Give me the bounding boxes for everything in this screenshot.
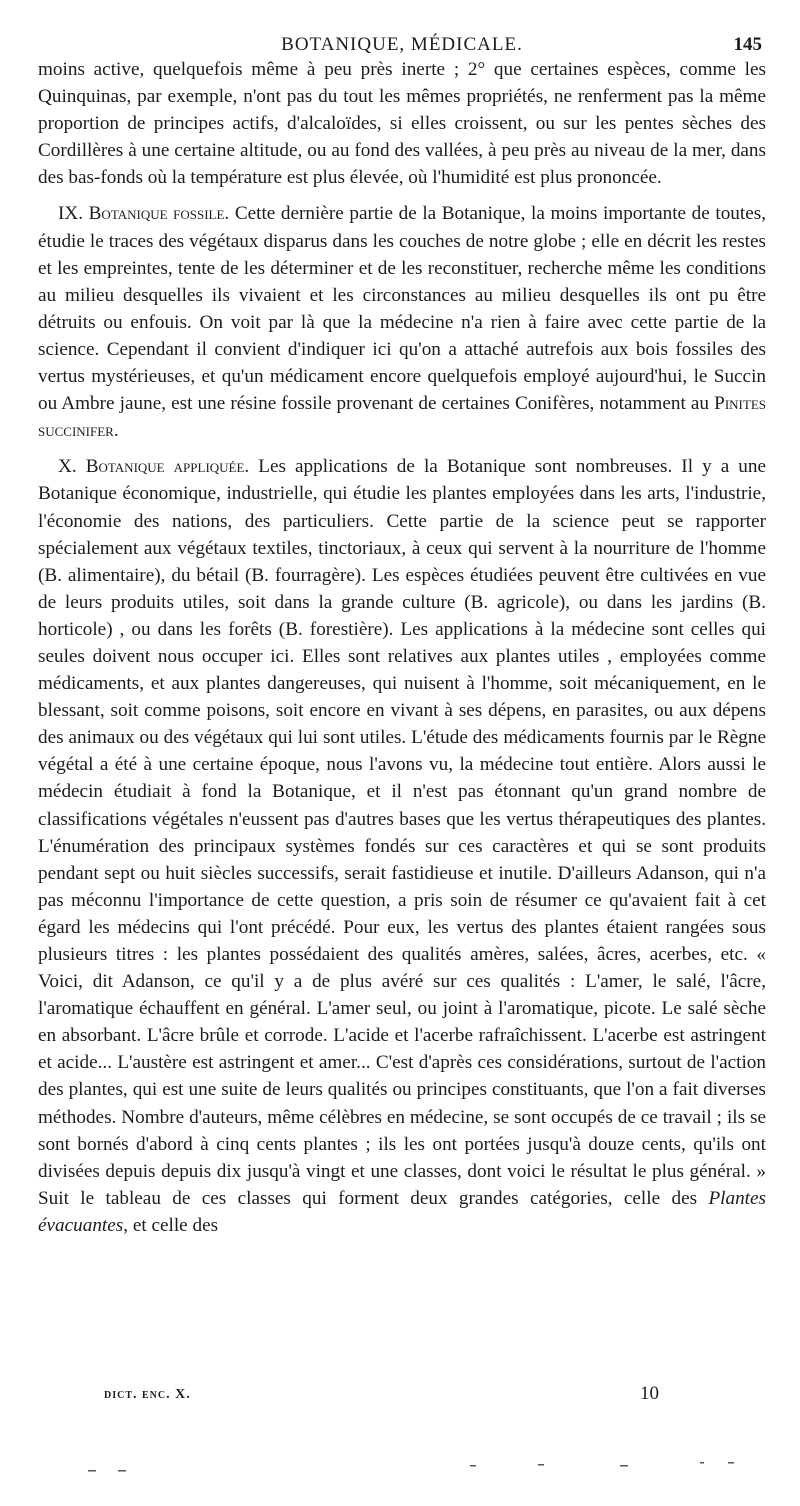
scan-speck	[538, 1464, 544, 1466]
paragraph-text-end: , et celle des	[123, 1214, 219, 1236]
running-head	[38, 30, 766, 56]
scan-speck	[470, 1465, 476, 1467]
section-heading: X. Botanique appliquée.	[58, 456, 250, 478]
scan-speck	[88, 1470, 96, 1472]
paragraph-botanique-appliquee	[38, 453, 766, 1239]
paragraph-continuation	[38, 56, 766, 191]
page-number: 145	[733, 34, 762, 55]
page-footer	[100, 1383, 700, 1413]
paragraph-text: Cette dernière partie de la Botanique, la moins importante de toutes, étudie le traces des végétaux disparus dans les couches de notre globe ; elle en décrit les restes et les empreintes, tente de les déterminer et de les reconstituer, recherche même les conditions au milieu desquelles ils vivaient et les circonstances au milieu desquelles ils ont pu être détruits ou enfouis. On voit par là que la médecine n'a rien à faire avec cette partie de la science. Cependant il convient d'indiquer ici qu'on a attaché autrefois aux bois fossiles des vertus mystérieuses, et qu'un médicament encore quelquefois employé aujourd'hui, le Succin ou Ambre jaune, est une résine fossile provenant de certaines Conifères, notamment au	[38, 203, 766, 415]
species-name: Pinites succinifer	[38, 393, 766, 442]
paragraph-botanique-fossile	[38, 200, 766, 444]
sheet-number: 10	[640, 1383, 659, 1404]
scan-speck	[620, 1465, 628, 1467]
scan-specks	[0, 1460, 800, 1480]
paragraph-text: Les applications de la Botanique sont nombreuses. Il y a une Botanique économique, industrielle, qui étudie les plantes employées dans les arts, l'industrie, l'économie des nations, des particuliers. Cette partie de la science peut se rapporter spécialement aux végétaux textiles, tinctoriaux, à ceux qui servent à la nourriture de l'homme (B. alimentaire), du bétail (B. fourragère). Les espèces étudiées peuvent être cultivées en vue de leurs produits utiles, soit dans la grande culture (B. agricole), ou dans les jardins (B. horticole) , ou dans les forêts (B. forestière). Les applications à la médecine sont celles qui seules doivent nous occuper ici. Elles sont relatives aux plantes utiles , employées comme médicaments, et aux plantes dangereuses, qui nuisent à l'homme, soit mécaniquement, en le blessant, soit comme poisons, soit encore en vivant à ses dépens, en parasites, ou aux dépens des animaux ou des végétaux qui lui sont utiles. L'étude des médicaments fournis par le Règne végétal a été à une certaine époque, nous l'avons vu, la médecine tout entière. Alors aussi le médecin étudiait à fond la Botanique, et il n'est pas étonnant qu'un grand nombre de classifications végétales n'eussent pas d'autres bases que les vertus thérapeutiques des plantes. L'énumération des principaux systèmes fondés sur ces caractères et qui se sont produits pendant sept ou huit siècles successifs, serait fastidieuse et inutile. D'ailleurs Adanson, qui n'a pas méconnu l'importance de cette question, a pris soin de résumer ce qu'avaient fait à cet égard les médecins qui l'ont précédé. Pour eux, les vertus des plantes étaient rangées sous plusieurs titres : les plantes possédaient des qualités amères, salées, âcres, acerbes, etc. « Voici, dit Adanson, ce qu'il y a de plus avéré sur ces qualités : L'amer, le salé, l'âcre, l'aromatique échauffent en général. L'amer seul, ou joint à l'aromatique, picote. Le salé sèche en absorbant. L'âcre brûle et corrode. L'acide et l'acerbe rafraîchissent. L'acerbe est astringent et acide... L'austère est astringent et amer... C'est d'après ces considérations, surtout de l'action des plantes, qui est une suite de leurs qualités ou principes constituants, que l'on a fait diverses méthodes. Nombre d'auteurs, même célèbres en médecine, se sont occupés de ce travail ; ils se sont bornés d'abord à cinq cents plantes ; ils les ont portées jusqu'à douze cents, qu'ils ont divisées depuis depuis dix jusqu'à vingt et une classes, dont voici le résultat le plus général. » Suit le tableau de ces classes qui forment deux grandes catégories, celle des	[38, 456, 766, 1209]
running-title: BOTANIQUE, MÉDICALE.	[281, 34, 523, 55]
section-heading: IX. Botanique fossile.	[58, 203, 230, 225]
printer-signature: dict. enc. X.	[104, 1387, 191, 1402]
italic-term: Plantes évacuantes	[38, 1187, 766, 1236]
scan-speck	[700, 1462, 704, 1464]
scan-speck	[118, 1470, 126, 1472]
body-text	[38, 56, 766, 1239]
scan-speck	[728, 1462, 734, 1464]
paragraph-text-end: .	[113, 420, 119, 442]
paragraph-text: moins active, quelquefois même à peu près inerte ; 2° que certaines espèces, comme les Quinquinas, par exemple, n'ont pas du tout les mêmes propriétés, ne renferment pas la même proportion de principes actifs, d'alcaloïdes, si elles croissent, ou sur les pentes sèches des Cordillères à une certaine altitude, ou au fond des vallées, à peu près au niveau de la mer, dans des bas-fonds où la température est plus élevée, où l'humidité est plus prononcée.	[38, 59, 766, 189]
